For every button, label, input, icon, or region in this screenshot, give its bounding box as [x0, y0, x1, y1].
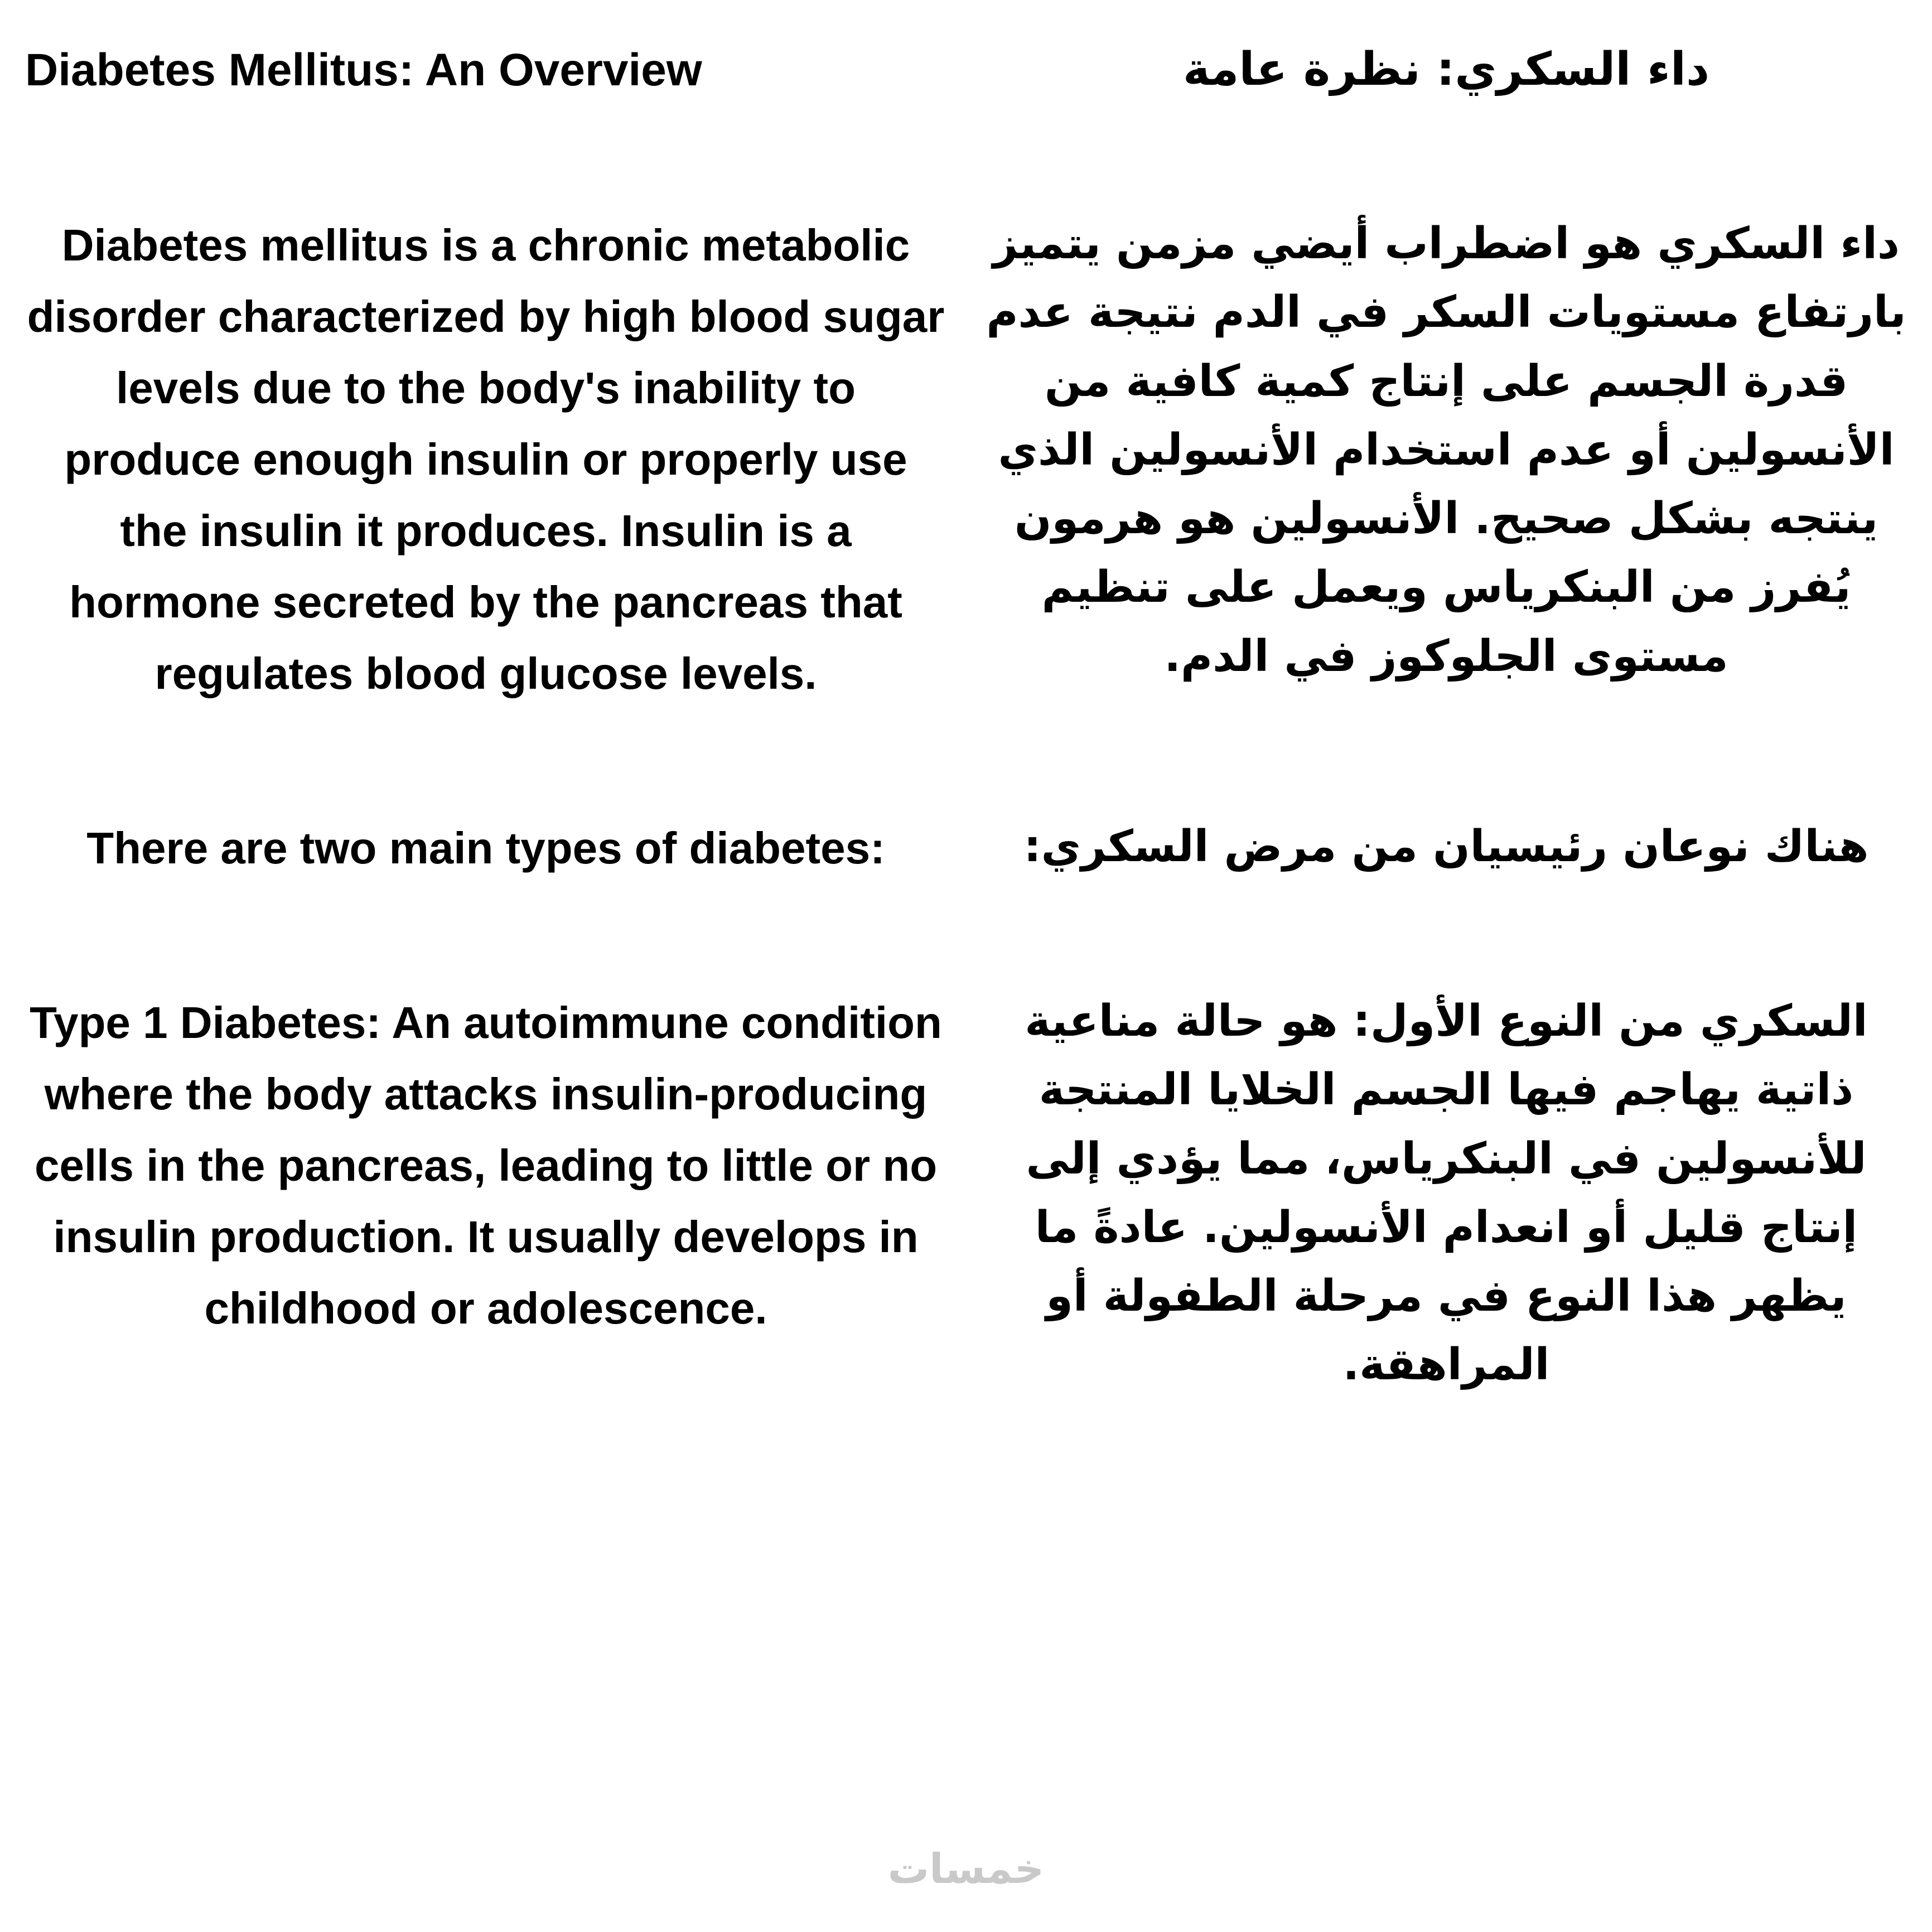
english-title: Diabetes Mellitus: An Overview	[25, 45, 702, 95]
arabic-paragraph-types-intro: هناك نوعان رئيسيان من مرض السكري:	[1023, 822, 1869, 872]
khamsat-watermark: خمسات	[887, 1845, 1045, 1893]
arabic-paragraph-intro: داء السكري هو اضطراب أيضي مزمن يتميز بارتفاع مستويات السكر في الدم نتيجة عدم قدرة الجسم على إنتاج كمية كافية من الأنسولين أو عدم استخدام الأنسولين الذي ينتجه بشكل صحيح. الأنسولين هو هرمون يُفرز من البنكرياس ويعمل على تنظيم مستوى الجلوكوز في الدم.	[986, 219, 1906, 682]
english-paragraph-intro: Diabetes mellitus is a chronic metabolic disorder characterized by high blood sugar levels due to the body's inability to produce enough insulin or properly use the insulin it produces. Insulin is a hormone secreted by the pancreas that regulates blood glucose levels.	[27, 220, 945, 699]
arabic-title: داء السكري: نظرة عامة	[1182, 43, 1710, 96]
english-paragraph-type1: Type 1 Diabetes: An autoimmune condition where the body attacks insulin-producing cells in the pancreas, leading to little or no insulin production. It usually develops in childhood or adolescence.	[30, 998, 942, 1334]
english-paragraph-types-intro: There are two main types of diabetes:	[86, 823, 885, 873]
arabic-paragraph-type1: السكري من النوع الأول: هو حالة مناعية ذاتية يهاجم فيها الجسم الخلايا المنتجة للأنسولين في البنكرياس، مما يؤدي إلى إنتاج قليل أو انعدام الأنسولين. عادةً ما يظهر هذا النوع في مرحلة الطفولة أو المراهقة.	[1025, 996, 1868, 1390]
